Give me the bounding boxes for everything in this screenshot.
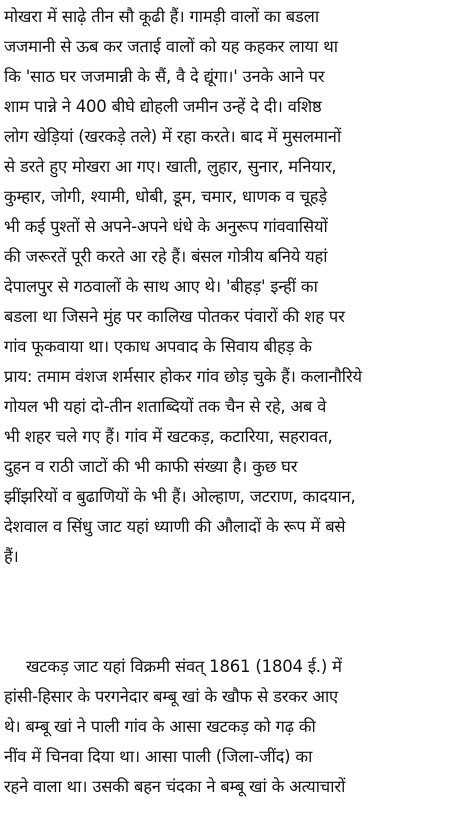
text-line: थे। बम्बू खां ने पाली गांव के आसा खटकड़ को गढ़ की <box>4 717 316 736</box>
text-line: से डरते हुए मोखरा आ गए। खाती, लुहार, सुनार, मनियार, <box>4 157 337 176</box>
text-line: हैं। <box>4 547 19 566</box>
text-line: रहने वाला था। उसकी बहन चंदका ने बम्बू खां के अत्याचारों <box>4 777 346 796</box>
text-line: भी शहर चले गए हैं। गांव में खटकड़, कटारिया, सहरावत, <box>4 427 333 446</box>
paragraph-2 <box>4 652 471 802</box>
text-line: बडला था जिसने मुंह पर कालिख पोतकर पंवारों की शह पर <box>4 307 345 326</box>
text-line: दुहन व राठी जाटों की भी काफी संख्या है। कुछ घर <box>4 457 298 476</box>
text-line: कुम्हार, जोगी, श्यामी, धोबी, डूम, चमार, धाणक व चूहड़े <box>4 187 327 206</box>
text-line: शाम पान्ने ने 400 बीघे द्योहली जमीन उन्हें दे दी। वशिष्ठ <box>4 97 322 116</box>
text-line: नींव में चिनवा दिया था। आसा पाली (जिला-जींद) का <box>4 747 313 766</box>
text-line: कि 'साठ घर जजमान्नी के सैं, वै दे द्यूंगा।' उनके आने पर <box>4 67 325 86</box>
text-line: झींझरियों व बुढाणियों के भी हैं। ओल्हाण, जटराण, कादयान, <box>4 487 356 506</box>
text-line: गांव फूकवाया था। एकाध अपवाद के सिवाय बीहड़ के <box>4 337 312 356</box>
text-line: की जरूरतें पूरी करते आ रहे हैं। बंसल गोत्रीय बनिये यहां <box>4 247 328 266</box>
text-line: देपालपुर से गठवालों के साथ आए थे। 'बीहड़' इन्हीं का <box>4 277 318 296</box>
text-line: लोग खेड़ियां (खरकड़े तले) में रहा करते। बाद में मुसलमानों <box>4 127 342 146</box>
paragraph-1 <box>4 2 471 572</box>
text-line: देशवाल व सिंधु जाट यहां ध्याणी की औलादों के रूप में बसे <box>4 517 346 536</box>
text-line: हांसी-हिसार के परगनेदार बम्बू खां के खौफ से डरकर आए <box>4 687 338 706</box>
text-line: खटकड़ जाट यहां विक्रमी संवत् 1861 (1804 ई.) में <box>26 657 342 676</box>
text-line: जजमानी से ऊब कर जताई वालों को यह कहकर लाया था <box>4 37 338 56</box>
text-line: प्राय: तमाम वंशज शर्मसार होकर गांव छोड़ चुके हैं। कलानौरिये <box>4 367 362 386</box>
text-line: गोयल भी यहां दो-तीन शताब्दियों तक चैन से रहे, अब वे <box>4 397 327 416</box>
text-line: भी कई पुश्तों से अपने-अपने धंधे के अनुरूप गांववासियों <box>4 217 328 236</box>
text-line: मोखरा में साढ़े तीन सौ कूढी हैं। गामड़ी वालों का बडला <box>4 7 319 26</box>
